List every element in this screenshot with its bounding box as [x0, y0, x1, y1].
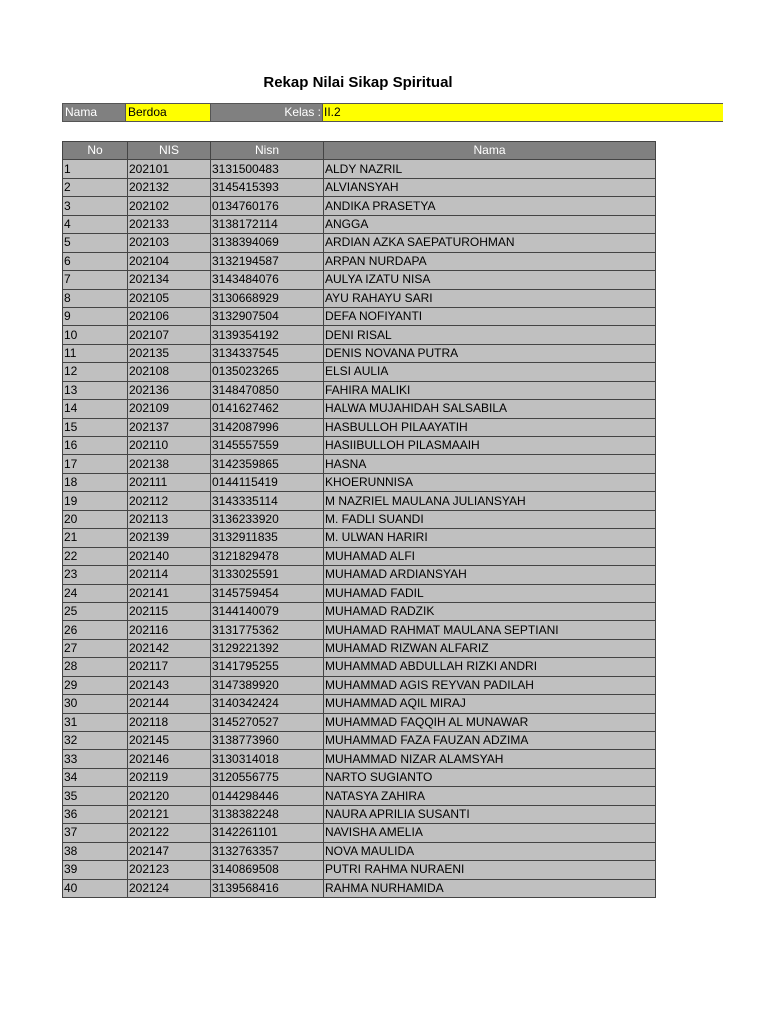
cell-nama[interactable]: MUHAMMAD FAZA FAUZAN ADZIMA	[324, 732, 656, 750]
cell-no[interactable]: 26	[63, 621, 128, 639]
cell-no[interactable]: 34	[63, 768, 128, 786]
cell-nis[interactable]: 202114	[128, 566, 211, 584]
cell-nama[interactable]: MUHAMMAD AQIL MIRAJ	[324, 695, 656, 713]
cell-no[interactable]: 29	[63, 676, 128, 694]
nama-value-cell[interactable]: Berdoa	[126, 103, 210, 122]
cell-nisn[interactable]: 3132907504	[211, 307, 324, 325]
table-row	[63, 492, 656, 510]
kelas-label: Kelas :	[210, 103, 323, 122]
cell-no[interactable]: 27	[63, 639, 128, 657]
cell-no[interactable]: 7	[63, 271, 128, 289]
kelas-value-cell[interactable]: II.2	[323, 103, 723, 122]
table-row	[63, 584, 656, 602]
header-no[interactable]: No	[63, 142, 128, 160]
cell-no[interactable]: 8	[63, 289, 128, 307]
cell-nama[interactable]: FAHIRA MALIKI	[324, 381, 656, 399]
cell-nisn[interactable]: 3138773960	[211, 732, 324, 750]
cell-nis[interactable]: 202115	[128, 602, 211, 620]
cell-nisn[interactable]: 3120556775	[211, 768, 324, 786]
table-row	[63, 344, 656, 362]
cell-nis[interactable]: 202120	[128, 787, 211, 805]
cell-nisn[interactable]: 3133025591	[211, 566, 324, 584]
cell-nisn[interactable]: 3140342424	[211, 695, 324, 713]
cell-nama[interactable]: NARTO SUGIANTO	[324, 768, 656, 786]
table-row	[63, 566, 656, 584]
cell-nisn[interactable]: 3145415393	[211, 178, 324, 196]
cell-nis[interactable]: 202106	[128, 307, 211, 325]
cell-nisn[interactable]: 3138172114	[211, 215, 324, 233]
cell-nisn[interactable]: 0144115419	[211, 473, 324, 491]
table-row	[63, 529, 656, 547]
cell-nama[interactable]: ALDY NAZRIL	[324, 160, 656, 178]
cell-nama[interactable]: ANDIKA PRASETYA	[324, 197, 656, 215]
table-row	[63, 805, 656, 823]
cell-nama[interactable]: DENIS NOVANA PUTRA	[324, 344, 656, 362]
header-nama[interactable]: Nama	[324, 142, 656, 160]
table-row	[63, 713, 656, 731]
cell-nis[interactable]: 202147	[128, 842, 211, 860]
table-row	[63, 658, 656, 676]
cell-nama[interactable]: M. FADLI SUANDI	[324, 510, 656, 528]
cell-nis[interactable]: 202105	[128, 289, 211, 307]
cell-nis[interactable]: 202143	[128, 676, 211, 694]
cell-nis[interactable]: 202112	[128, 492, 211, 510]
cell-nis[interactable]: 202104	[128, 252, 211, 270]
page-title: Rekap Nilai Sikap Spiritual	[263, 74, 453, 91]
cell-no[interactable]: 18	[63, 473, 128, 491]
table-row	[63, 252, 656, 270]
cell-no[interactable]: 2	[63, 178, 128, 196]
cell-nisn[interactable]: 3140869508	[211, 861, 324, 879]
table-row	[63, 695, 656, 713]
info-row	[62, 103, 723, 122]
table-row	[63, 437, 656, 455]
table-row	[63, 455, 656, 473]
cell-nis[interactable]: 202109	[128, 400, 211, 418]
table-row	[63, 234, 656, 252]
cell-no[interactable]: 11	[63, 344, 128, 362]
table-row	[63, 510, 656, 528]
cell-no[interactable]: 28	[63, 658, 128, 676]
cell-nis[interactable]: 202137	[128, 418, 211, 436]
table-row	[63, 400, 656, 418]
cell-nis[interactable]: 202141	[128, 584, 211, 602]
cell-no[interactable]: 1	[63, 160, 128, 178]
cell-nis[interactable]: 202111	[128, 473, 211, 491]
cell-no[interactable]: 4	[63, 215, 128, 233]
table-row	[63, 271, 656, 289]
cell-nama[interactable]: MUHAMMAD ABDULLAH RIZKI ANDRI	[324, 658, 656, 676]
cell-nama[interactable]: MUHAMAD RADZIK	[324, 602, 656, 620]
cell-nis[interactable]: 202140	[128, 547, 211, 565]
table-row	[63, 326, 656, 344]
table-row	[63, 824, 656, 842]
table-row	[63, 639, 656, 657]
cell-nis[interactable]: 202139	[128, 529, 211, 547]
table-row	[63, 732, 656, 750]
cell-nama[interactable]: HALWA MUJAHIDAH SALSABILA	[324, 400, 656, 418]
cell-nama[interactable]: DENI RISAL	[324, 326, 656, 344]
table-row	[63, 160, 656, 178]
cell-nisn[interactable]: 3132194587	[211, 252, 324, 270]
cell-nama[interactable]: AYU RAHAYU SARI	[324, 289, 656, 307]
cell-nisn[interactable]: 3134337545	[211, 344, 324, 362]
cell-nisn[interactable]: 0141627462	[211, 400, 324, 418]
table-row	[63, 363, 656, 381]
cell-no[interactable]: 31	[63, 713, 128, 731]
cell-no[interactable]: 25	[63, 602, 128, 620]
cell-nisn[interactable]: 0144298446	[211, 787, 324, 805]
cell-no[interactable]: 19	[63, 492, 128, 510]
cell-nis[interactable]: 202123	[128, 861, 211, 879]
cell-nisn[interactable]: 3145759454	[211, 584, 324, 602]
cell-no[interactable]: 30	[63, 695, 128, 713]
cell-nama[interactable]: M NAZRIEL MAULANA JULIANSYAH	[324, 492, 656, 510]
cell-no[interactable]: 6	[63, 252, 128, 270]
nama-label: Nama	[62, 103, 126, 122]
cell-nis[interactable]: 202113	[128, 510, 211, 528]
cell-no[interactable]: 10	[63, 326, 128, 344]
cell-nisn[interactable]: 3141795255	[211, 658, 324, 676]
table-row	[63, 547, 656, 565]
cell-nisn[interactable]: 3132911835	[211, 529, 324, 547]
cell-nis[interactable]: 202146	[128, 750, 211, 768]
cell-nisn[interactable]: 3145557559	[211, 437, 324, 455]
cell-nisn[interactable]: 3142359865	[211, 455, 324, 473]
cell-no[interactable]: 20	[63, 510, 128, 528]
cell-nisn[interactable]: 3148470850	[211, 381, 324, 399]
cell-nisn[interactable]: 3132763357	[211, 842, 324, 860]
cell-nisn[interactable]: 3147389920	[211, 676, 324, 694]
cell-nisn[interactable]: 3139568416	[211, 879, 324, 897]
cell-no[interactable]: 15	[63, 418, 128, 436]
cell-nama[interactable]: MUHAMMAD FAQQIH AL MUNAWAR	[324, 713, 656, 731]
cell-no[interactable]: 35	[63, 787, 128, 805]
table-row	[63, 787, 656, 805]
cell-nisn[interactable]: 3142087996	[211, 418, 324, 436]
cell-nis[interactable]: 202103	[128, 234, 211, 252]
cell-nama[interactable]: MUHAMAD RIZWAN ALFARIZ	[324, 639, 656, 657]
cell-no[interactable]: 37	[63, 824, 128, 842]
cell-nama[interactable]: M. ULWAN HARIRI	[324, 529, 656, 547]
table-row	[63, 676, 656, 694]
cell-nama[interactable]: MUHAMAD ARDIANSYAH	[324, 566, 656, 584]
cell-no[interactable]: 21	[63, 529, 128, 547]
header-nis[interactable]: NIS	[128, 142, 211, 160]
cell-nis[interactable]: 202136	[128, 381, 211, 399]
table-row	[63, 842, 656, 860]
header-nisn[interactable]: Nisn	[211, 142, 324, 160]
cell-nis[interactable]: 202116	[128, 621, 211, 639]
cell-no[interactable]: 5	[63, 234, 128, 252]
cell-nisn[interactable]: 3143335114	[211, 492, 324, 510]
cell-nisn[interactable]: 3143484076	[211, 271, 324, 289]
cell-nama[interactable]: NOVA MAULIDA	[324, 842, 656, 860]
cell-no[interactable]: 14	[63, 400, 128, 418]
cell-nama[interactable]: ALVIANSYAH	[324, 178, 656, 196]
cell-no[interactable]: 3	[63, 197, 128, 215]
cell-nama[interactable]: ARDIAN AZKA SAEPATUROHMAN	[324, 234, 656, 252]
cell-no[interactable]: 40	[63, 879, 128, 897]
table-row	[63, 289, 656, 307]
cell-nama[interactable]: KHOERUNNISA	[324, 473, 656, 491]
cell-nisn[interactable]: 3130668929	[211, 289, 324, 307]
cell-nisn[interactable]: 3138382248	[211, 805, 324, 823]
cell-nama[interactable]: MUHAMMAD NIZAR ALAMSYAH	[324, 750, 656, 768]
table-header-row	[63, 142, 656, 160]
table-row	[63, 307, 656, 325]
cell-nisn[interactable]: 3131775362	[211, 621, 324, 639]
cell-nis[interactable]: 202124	[128, 879, 211, 897]
table-row	[63, 750, 656, 768]
cell-nama[interactable]: ANGGA	[324, 215, 656, 233]
cell-nisn[interactable]: 0134760176	[211, 197, 324, 215]
cell-nama[interactable]: AULYA IZATU NISA	[324, 271, 656, 289]
cell-nis[interactable]: 202133	[128, 215, 211, 233]
table-row	[63, 197, 656, 215]
student-table	[62, 141, 656, 898]
cell-nisn[interactable]: 3139354192	[211, 326, 324, 344]
cell-no[interactable]: 39	[63, 861, 128, 879]
cell-nama[interactable]: DEFA NOFIYANTI	[324, 307, 656, 325]
cell-no[interactable]: 33	[63, 750, 128, 768]
cell-nisn[interactable]: 3138394069	[211, 234, 324, 252]
cell-no[interactable]: 9	[63, 307, 128, 325]
cell-no[interactable]: 17	[63, 455, 128, 473]
cell-nis[interactable]: 202108	[128, 363, 211, 381]
cell-no[interactable]: 24	[63, 584, 128, 602]
cell-nama[interactable]: MUHAMMAD AGIS REYVAN PADILAH	[324, 676, 656, 694]
cell-nama[interactable]: ELSI AULIA	[324, 363, 656, 381]
cell-nama[interactable]: NAURA APRILIA SUSANTI	[324, 805, 656, 823]
cell-nisn[interactable]: 3144140079	[211, 602, 324, 620]
cell-nama[interactable]: HASNA	[324, 455, 656, 473]
cell-nama[interactable]: PUTRI RAHMA NURAENI	[324, 861, 656, 879]
cell-nis[interactable]: 202144	[128, 695, 211, 713]
table-row	[63, 381, 656, 399]
cell-nis[interactable]: 202102	[128, 197, 211, 215]
cell-nis[interactable]: 202135	[128, 344, 211, 362]
cell-nama[interactable]: RAHMA NURHAMIDA	[324, 879, 656, 897]
cell-nama[interactable]: MUHAMAD FADIL	[324, 584, 656, 602]
cell-nis[interactable]: 202138	[128, 455, 211, 473]
table-row	[63, 473, 656, 491]
cell-nis[interactable]: 202119	[128, 768, 211, 786]
table-row	[63, 215, 656, 233]
cell-nis[interactable]: 202101	[128, 160, 211, 178]
table-body	[63, 160, 656, 898]
cell-no[interactable]: 38	[63, 842, 128, 860]
cell-no[interactable]: 36	[63, 805, 128, 823]
cell-nisn[interactable]: 3131500483	[211, 160, 324, 178]
cell-nisn[interactable]: 3142261101	[211, 824, 324, 842]
table-row	[63, 861, 656, 879]
table-row	[63, 879, 656, 897]
table-row	[63, 768, 656, 786]
cell-no[interactable]: 16	[63, 437, 128, 455]
cell-nama[interactable]: ARPAN NURDAPA	[324, 252, 656, 270]
cell-no[interactable]: 13	[63, 381, 128, 399]
cell-nisn[interactable]: 3136233920	[211, 510, 324, 528]
table-row	[63, 178, 656, 196]
table-row	[63, 621, 656, 639]
cell-no[interactable]: 32	[63, 732, 128, 750]
cell-no[interactable]: 12	[63, 363, 128, 381]
cell-nis[interactable]: 202132	[128, 178, 211, 196]
cell-nisn[interactable]: 0135023265	[211, 363, 324, 381]
cell-nis[interactable]: 202110	[128, 437, 211, 455]
table-row	[63, 418, 656, 436]
cell-nis[interactable]: 202145	[128, 732, 211, 750]
cell-nis[interactable]: 202134	[128, 271, 211, 289]
cell-nisn[interactable]: 3129221392	[211, 639, 324, 657]
cell-nisn[interactable]: 3145270527	[211, 713, 324, 731]
cell-nama[interactable]: NATASYA ZAHIRA	[324, 787, 656, 805]
cell-no[interactable]: 23	[63, 566, 128, 584]
cell-nisn[interactable]: 3121829478	[211, 547, 324, 565]
cell-nis[interactable]: 202118	[128, 713, 211, 731]
cell-nama[interactable]: MUHAMAD ALFI	[324, 547, 656, 565]
cell-nis[interactable]: 202121	[128, 805, 211, 823]
table-row	[63, 602, 656, 620]
cell-nis[interactable]: 202122	[128, 824, 211, 842]
cell-nis[interactable]: 202117	[128, 658, 211, 676]
cell-nisn[interactable]: 3130314018	[211, 750, 324, 768]
cell-no[interactable]: 22	[63, 547, 128, 565]
cell-nama[interactable]: HASBULLOH PILAAYATIH	[324, 418, 656, 436]
cell-nis[interactable]: 202142	[128, 639, 211, 657]
cell-nama[interactable]: MUHAMAD RAHMAT MAULANA SEPTIANI	[324, 621, 656, 639]
cell-nama[interactable]: NAVISHA AMELIA	[324, 824, 656, 842]
cell-nama[interactable]: HASIIBULLOH PILASMAAIH	[324, 437, 656, 455]
cell-nis[interactable]: 202107	[128, 326, 211, 344]
